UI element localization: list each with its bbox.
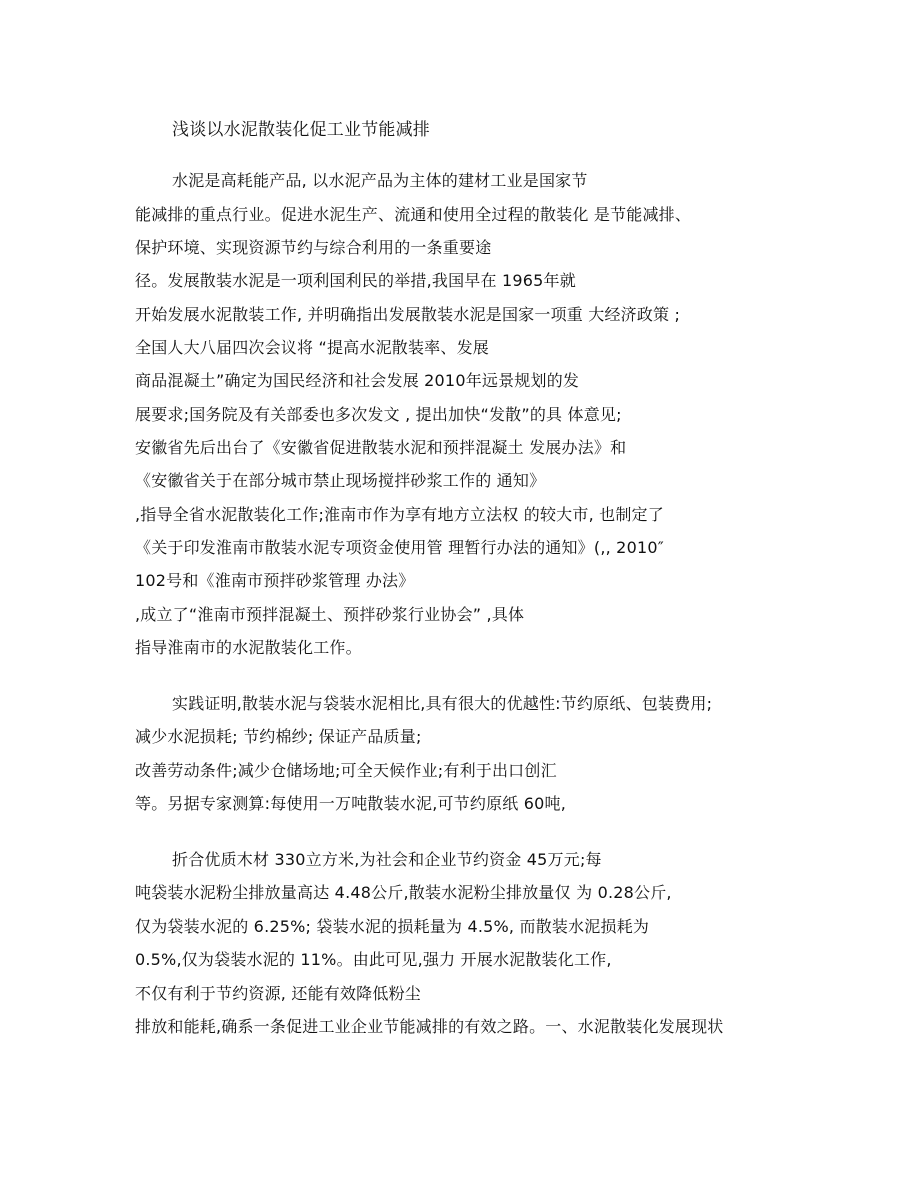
paragraph-line: 水泥是高耗能产品, 以水泥产品为主体的建材工业是国家节	[172, 171, 588, 190]
paragraph-line: 商品混凝土”确定为国民经济和社会发展 2010年远景规划的发	[135, 371, 580, 390]
paragraph-line: 改善劳动条件;减少仓储场地;可全天候作业;有利于出口创汇	[135, 761, 557, 780]
paragraph-line: 不仅有利于节约资源, 还能有效降低粉尘	[135, 984, 421, 1003]
paragraph-line: 《关于印发淮南市散装水泥专项资金使用管 理暂行办法的通知》(,, 2010″	[135, 538, 664, 557]
paragraph-line: ,成立了“淮南市预拌混凝土、预拌砂浆行业协会” ,具体	[135, 605, 525, 624]
paragraph-line: 吨袋装水泥粉尘排放量高达 4.48公斤,散装水泥粉尘排放量仅 为 0.28公斤,	[135, 883, 672, 902]
paragraph-line: 等。另据专家测算:每使用一万吨散装水泥,可节约原纸 60吨,	[135, 794, 567, 813]
paragraph-line: 能减排的重点行业。促进水泥生产、流通和使用全过程的散装化 是节能减排、	[135, 205, 692, 224]
paragraph-line: 展要求;国务院及有关部委也多次发文 , 提出加快“发散”的具 体意见;	[135, 405, 622, 424]
paragraph-line: 减少水泥损耗; 节约棉纱; 保证产品质量;	[135, 727, 422, 746]
paragraph-line: ,指导全省水泥散装化工作;淮南市作为享有地方立法权 的较大市, 也制定了	[135, 505, 664, 524]
paragraph-line: 排放和能耗,确系一条促进工业企业节能减排的有效之路。一、水泥散装化发展现状	[135, 1017, 724, 1036]
paragraph-line: 安徽省先后出台了《安徽省促进散装水泥和预拌混凝土 发展办法》和	[135, 438, 627, 457]
paragraph-line: 开始发展水泥散装工作, 并明确指出发展散装水泥是国家一项重 大经济政策 ;	[135, 305, 681, 324]
paragraph-line: 全国人大八届四次会议将 “提高水泥散装率、发展	[135, 338, 489, 357]
paragraph-line: 《安徽省关于在部分城市禁止现场搅拌砂浆工作的 通知》	[135, 471, 546, 490]
paragraph-line: 折合优质木材 330立方米,为社会和企业节约资金 45万元;每	[172, 850, 602, 869]
paragraph-line: 实践证明,散装水泥与袋装水泥相比,具有很大的优越性:节约原纸、包装费用;	[172, 694, 713, 713]
paragraph-line: 保护环境、实现资源节约与综合利用的一条重要途	[135, 238, 492, 257]
paragraph-line: 仅为袋装水泥的 6.25%; 袋装水泥的损耗量为 4.5%, 而散装水泥损耗为	[135, 917, 650, 936]
paragraph-line: 0.5%,仅为袋装水泥的 11%。由此可见,强力 开展水泥散装化工作,	[135, 950, 612, 969]
paragraph-line: 指导淮南市的水泥散装化工作。	[135, 638, 362, 657]
paragraph-line: 102号和《淮南市预拌砂浆管理 办法》	[135, 571, 415, 590]
paragraph-line: 径。发展散装水泥是一项利国利民的举措,我国早在 1965年就	[135, 271, 576, 290]
page-title: 浅谈以水泥散装化促工业节能减排	[172, 120, 430, 140]
